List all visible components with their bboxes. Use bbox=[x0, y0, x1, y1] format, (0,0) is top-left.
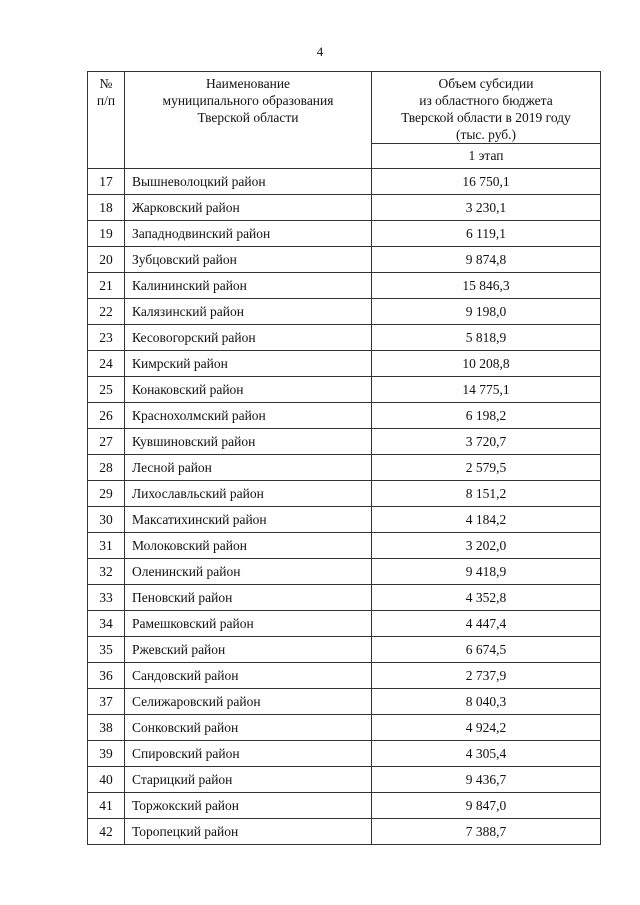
subsidy-amount: 9 418,9 bbox=[372, 559, 601, 585]
table-row bbox=[88, 325, 601, 351]
subsidy-amount: 4 305,4 bbox=[372, 741, 601, 767]
table-row bbox=[88, 793, 601, 819]
municipality-name: Пеновский район bbox=[125, 585, 372, 611]
table-row bbox=[88, 767, 601, 793]
subsidy-amount: 16 750,1 bbox=[372, 169, 601, 195]
municipality-name: Лихославльский район bbox=[125, 481, 372, 507]
subsidy-amount: 15 846,3 bbox=[372, 273, 601, 299]
row-number: 29 bbox=[88, 481, 125, 507]
table-row bbox=[88, 299, 601, 325]
subsidy-amount: 4 184,2 bbox=[372, 507, 601, 533]
row-number: 33 bbox=[88, 585, 125, 611]
subsidy-amount: 6 198,2 bbox=[372, 403, 601, 429]
row-number: 28 bbox=[88, 455, 125, 481]
municipality-name: Западнодвинский район bbox=[125, 221, 372, 247]
row-number: 42 bbox=[88, 819, 125, 845]
row-number: 36 bbox=[88, 663, 125, 689]
table-row bbox=[88, 455, 601, 481]
table-row bbox=[88, 585, 601, 611]
municipality-name: Ржевский район bbox=[125, 637, 372, 663]
table-row bbox=[88, 663, 601, 689]
municipality-name: Краснохолмский район bbox=[125, 403, 372, 429]
subsidy-amount: 6 119,1 bbox=[372, 221, 601, 247]
table-row bbox=[88, 247, 601, 273]
header-amount-line: Объем субсидии bbox=[438, 76, 534, 91]
table-row bbox=[88, 351, 601, 377]
header-amount-line: из областного бюджета bbox=[419, 93, 553, 108]
table-row bbox=[88, 403, 601, 429]
table-row bbox=[88, 637, 601, 663]
table-row bbox=[88, 429, 601, 455]
header-name-line: Тверской области bbox=[197, 110, 299, 125]
municipality-name: Старицкий район bbox=[125, 767, 372, 793]
row-number: 38 bbox=[88, 715, 125, 741]
subsidy-amount: 3 202,0 bbox=[372, 533, 601, 559]
table-row bbox=[88, 273, 601, 299]
subsidy-amount: 4 447,4 bbox=[372, 611, 601, 637]
row-number: 17 bbox=[88, 169, 125, 195]
subsidy-amount: 8 040,3 bbox=[372, 689, 601, 715]
row-number: 18 bbox=[88, 195, 125, 221]
row-number: 25 bbox=[88, 377, 125, 403]
subsidy-amount: 9 874,8 bbox=[372, 247, 601, 273]
municipality-name: Молоковский район bbox=[125, 533, 372, 559]
municipality-name: Максатихинский район bbox=[125, 507, 372, 533]
municipality-name: Оленинский район bbox=[125, 559, 372, 585]
table-row bbox=[88, 689, 601, 715]
row-number: 40 bbox=[88, 767, 125, 793]
subsidy-amount: 6 674,5 bbox=[372, 637, 601, 663]
row-number: 41 bbox=[88, 793, 125, 819]
header-stage: 1 этап bbox=[372, 144, 601, 169]
table-row bbox=[88, 507, 601, 533]
subsidy-amount: 7 388,7 bbox=[372, 819, 601, 845]
subsidy-amount: 3 230,1 bbox=[372, 195, 601, 221]
row-number: 35 bbox=[88, 637, 125, 663]
municipality-name: Селижаровский район bbox=[125, 689, 372, 715]
subsidy-amount: 3 720,7 bbox=[372, 429, 601, 455]
table-row bbox=[88, 741, 601, 767]
table-row bbox=[88, 481, 601, 507]
header-row bbox=[88, 72, 601, 144]
municipality-name: Вышневолоцкий район bbox=[125, 169, 372, 195]
row-number: 23 bbox=[88, 325, 125, 351]
header-municipality-name bbox=[125, 72, 372, 169]
header-amount-line: (тыс. руб.) bbox=[455, 127, 517, 142]
page-number: 4 bbox=[316, 44, 324, 59]
header-amount-line: Тверской области в 2019 году bbox=[401, 110, 571, 125]
subsidy-amount: 10 208,8 bbox=[372, 351, 601, 377]
row-number: 37 bbox=[88, 689, 125, 715]
subsidy-amount: 14 775,1 bbox=[372, 377, 601, 403]
row-number: 31 bbox=[88, 533, 125, 559]
municipality-name: Кимрский район bbox=[125, 351, 372, 377]
row-number: 22 bbox=[88, 299, 125, 325]
municipality-name: Лесной район bbox=[125, 455, 372, 481]
table-header bbox=[88, 72, 601, 169]
municipality-name: Конаковский район bbox=[125, 377, 372, 403]
municipality-name: Торжокский район bbox=[125, 793, 372, 819]
subsidy-amount: 2 579,5 bbox=[372, 455, 601, 481]
header-number bbox=[88, 72, 125, 169]
subsidy-amount: 2 737,9 bbox=[372, 663, 601, 689]
municipality-name: Сонковский район bbox=[125, 715, 372, 741]
municipality-name: Зубцовский район bbox=[125, 247, 372, 273]
row-number: 27 bbox=[88, 429, 125, 455]
table-row bbox=[88, 169, 601, 195]
header-number-line: № bbox=[99, 76, 113, 91]
municipality-name: Рамешковский район bbox=[125, 611, 372, 637]
row-number: 26 bbox=[88, 403, 125, 429]
header-name-line: Наименование bbox=[205, 76, 291, 91]
subsidy-table bbox=[87, 71, 601, 845]
subsidy-amount: 4 924,2 bbox=[372, 715, 601, 741]
subsidy-amount: 8 151,2 bbox=[372, 481, 601, 507]
subsidy-amount: 4 352,8 bbox=[372, 585, 601, 611]
table-body bbox=[88, 169, 601, 845]
table-row bbox=[88, 715, 601, 741]
table-row bbox=[88, 611, 601, 637]
table-row bbox=[88, 533, 601, 559]
table-row bbox=[88, 221, 601, 247]
header-name-line: муниципального образования bbox=[162, 93, 334, 108]
subsidy-amount: 9 198,0 bbox=[372, 299, 601, 325]
row-number: 19 bbox=[88, 221, 125, 247]
municipality-name: Сандовский район bbox=[125, 663, 372, 689]
row-number: 39 bbox=[88, 741, 125, 767]
table-row bbox=[88, 559, 601, 585]
municipality-name: Калязинский район bbox=[125, 299, 372, 325]
municipality-name: Спировский район bbox=[125, 741, 372, 767]
municipality-name: Кувшиновский район bbox=[125, 429, 372, 455]
row-number: 32 bbox=[88, 559, 125, 585]
municipality-name: Торопецкий район bbox=[125, 819, 372, 845]
row-number: 24 bbox=[88, 351, 125, 377]
subsidy-amount: 5 818,9 bbox=[372, 325, 601, 351]
row-number: 30 bbox=[88, 507, 125, 533]
municipality-name: Калининский район bbox=[125, 273, 372, 299]
table-row bbox=[88, 819, 601, 845]
header-number-line: п/п bbox=[96, 93, 116, 108]
header-subsidy-amount bbox=[372, 72, 601, 144]
row-number: 20 bbox=[88, 247, 125, 273]
table-row bbox=[88, 195, 601, 221]
table-row bbox=[88, 377, 601, 403]
row-number: 34 bbox=[88, 611, 125, 637]
subsidy-amount: 9 847,0 bbox=[372, 793, 601, 819]
subsidy-amount: 9 436,7 bbox=[372, 767, 601, 793]
municipality-name: Кесовогорский район bbox=[125, 325, 372, 351]
municipality-name: Жарковский район bbox=[125, 195, 372, 221]
row-number: 21 bbox=[88, 273, 125, 299]
